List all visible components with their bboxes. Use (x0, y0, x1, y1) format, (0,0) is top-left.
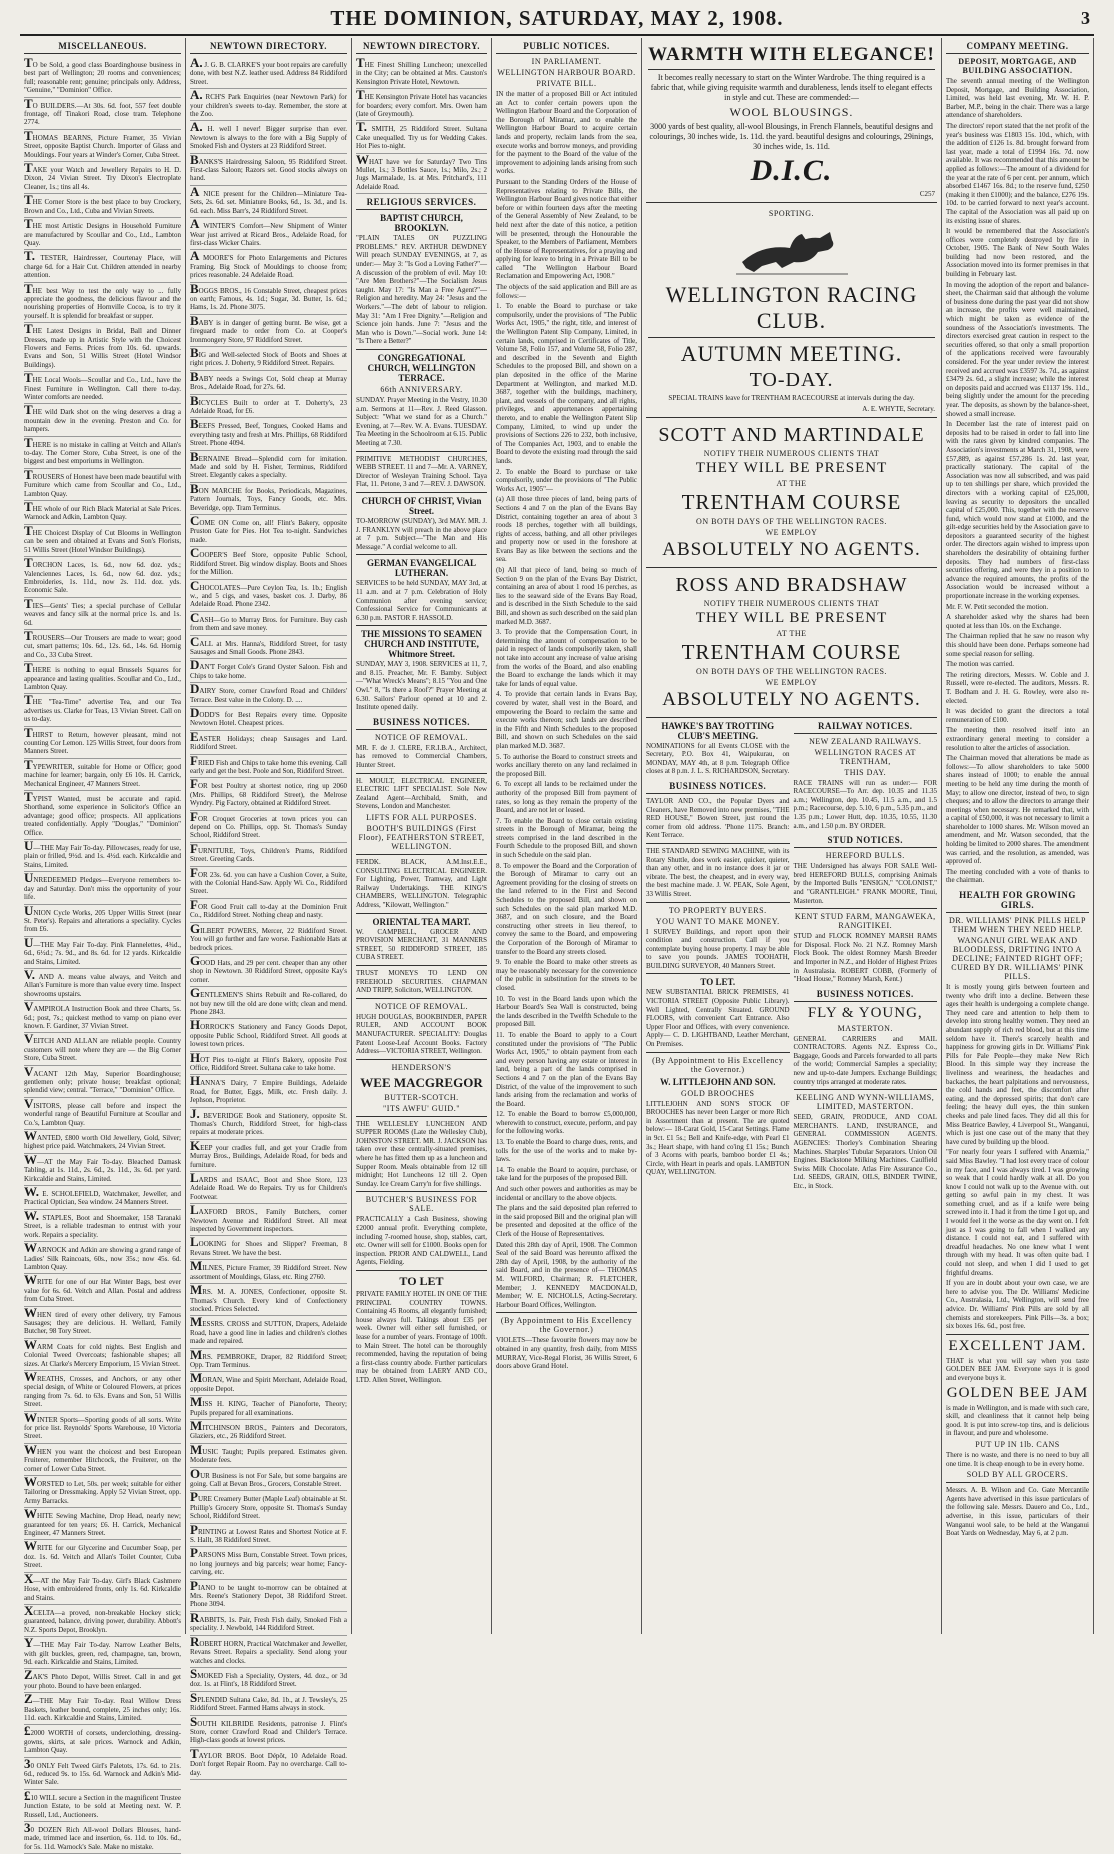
classified-ad: THERE is no mistake in calling at Veitch and Allan's to-day. The Corner Store, Cuba Street, is one of the biggest and best emporiums in Wellington. (24, 437, 181, 469)
article-paragraph: 10. To vest in the Board lands upon which the Harbour Board's Sea Wall is constructed, being the lands described in the Twelfth Schedule to the proposed Bill. (496, 994, 637, 1029)
dic-logo: D.I.C. (750, 154, 833, 187)
article-paragraph: 8. To empower the Board and the Corporation of the Borough of Miramar to carry out an Agreement providing for the closing of streets on the land referred to in the First and Second Schedules to the proposed Bill, and shown on such Schedules on the said plan marked M.D. 3687, and on such closure, and the Board constructing other streets in lieu thereof, to convey the same to the Board, and empowering the Corporation of the Borough of Miramar to transfer to the Board any streets closed. (496, 861, 637, 956)
douglas-title: NOTICE OF REMOVAL. (374, 1001, 469, 1011)
column-religious-services[interactable] (352, 38, 492, 1634)
classified-ad: PIANO to be taught to-morrow can be obtained at Mrs. Reene's Stationery Depot, 38 Riddiford Street. Phone 3094. (190, 1580, 347, 1612)
tolet-title: TO LET (399, 1274, 444, 1288)
classified-ad: GOOD Hats, and 29 per cent. cheaper than any other shop in Newtown. 30 Riddiford Street, opposite Kay's corner. (190, 955, 347, 987)
ross-bradshaw-advertisement (646, 568, 937, 718)
religious-heading: RELIGIOUS SERVICES. (356, 194, 487, 210)
christ-text: TO-MORROW (SUNDAY), 3rd MAY. MR. J. J. FRANKLYN will preach in the above place at 7 p.m. Subject—"The Man and His Message." A cordial welcome to all. (356, 516, 487, 551)
classified-ad: TROUSERS of Honest have been made beautiful with Furniture which came from Scoullar and Co., Ltd., Lambton Quay. (24, 469, 181, 501)
oriental-text: W. CAMPBELL, GROCER AND PROVISION MERCHANT, 31 MANNERS STREET, 50 RIDDIFORD STREET, 185 CUBA STREET. (356, 927, 487, 962)
standard-text: THE STANDARD SEWING MACHINE, with its Rotary Shuttle, does work easier, quicker, quieter, than any other, and in no instance does it jar or vibrate. The best, the cheapest, and in every way, the best machine made. J. W. PEAK, Sole Agent, 33 Willis Street. (646, 846, 790, 898)
classified-ad: TO BUILDERS.—At 30s. 6d. foot, 557 feet double frontage, off Tinakori Road, close tram. Telephone 2774. (24, 98, 181, 130)
newtown2-heading: NEWTOWN DIRECTORY. (356, 38, 487, 54)
newtown2-ad-list (356, 57, 487, 194)
excellent-text: THAT is what you will say when you taste GOLDEN BEE JAM. Everyone says it is good and everyone buys it. (946, 1356, 1089, 1382)
company-heading: COMPANY MEETING. (946, 38, 1089, 54)
lifts-line: LIFTS FOR ALL PURPOSES. (366, 813, 477, 822)
classified-ad: £10 WILL secure a Section in the magnificent Trustee Junction Estate, to be sold at Meeting next. W. P. Russell, Ltd., Auctioneers. (24, 1790, 181, 1822)
column-public-notices[interactable] (492, 38, 642, 1634)
classified-ad: UNREDEEMED Pledges—Everyone remembers to-day and Saturday. Don't miss the opportunity of your life. (24, 872, 181, 904)
wellesley-text: THE WELLESLEY LUNCHEON AND SUPPER ROOMS (Late the Wellesley Club), JOHNSTON STREET. MR. J. JACKSON has taken over these centrally-situated premises, where he has fitted them up as a luncheon and Supper Room. Meals obtainable from 12 till midnight; Hot Luncheons 12 till 2. Open Sunday. Ice Cream Carry'n for five shillings. (356, 1119, 487, 1188)
classified-ad: THERE is nothing to equal Brussels Squares for appearance and lasting qualities. Scoullar and Co., Ltd., Lambton Quay. (24, 662, 181, 694)
classified-ad: LAXFORD BROS., Family Butchers, corner Newtown Avenue and Riddiford Street. All meat inspected by Government inspectors. (190, 1204, 347, 1236)
lower-sections (646, 718, 937, 1193)
golden-title: GOLDEN BEE JAM (946, 1384, 1089, 1401)
classified-ad: PURE Creamery Butter (Maple Leaf) obtainable at St. Phillip's Grocery Store, opposite St. Thomas's Sunday School, Riddiford Street. (190, 1491, 347, 1523)
classified-ad: ZAK'S Photo Depot, Willis Street. Call in and get your photo. Bound to have been enlarged. (24, 1669, 181, 1693)
classified-ad: V. AND A. means value always, and Veitch and Allan's Furniture is more than value every time. Inspect showrooms upstairs. (24, 969, 181, 1001)
classified-ad: BABY is in danger of getting burnt. Be wise, get a fireguard made to order from Co. at Cooper's Ironmongery Store, 97 Riddiford Street. (190, 315, 347, 347)
classified-ad: WARM Coats for cold nights. Best English and Colonial Tweed Overcoats; fashionable shapes; all sizes. At Clarke's Mercery Emporium, 15 Vivian Street. (24, 1339, 181, 1371)
classified-ad: BON MARCHE for Books, Periodicals, Magazines, Pattern Journals, Toys, Fancy Goods, etc. Mrs. Beveridge, opp. Tram Terminus. (190, 483, 347, 515)
dic-code: C257 (919, 190, 935, 198)
violet-text: VIOLETS—These favourite flowers may now be obtained in any quantity, fresh daily, from MISS MURRAY, Vice-Regal Florist, 36 Willis Street, 6 doors above Grand Hotel. (496, 1336, 637, 1371)
article-paragraph: A shareholder asked why the shares had been quoted at less than 10s. on the Exchange. (946, 613, 1089, 630)
newspaper-title: THE DOMINION, SATURDAY, MAY 2, 1908. (330, 6, 784, 30)
article-paragraph: The Chairman moved that alterations be made as follows:—To allow shareholders to take 5000 shares instead of 1000; to enable the annual meeting to be held any time during the month of May; to allow one director, instead of two, to sign cheques; and to allow the directors to arrange their meetings when necessary. He remarked that, with a capital of £50,000, it was not necessary to limit a shareholder to 1000 shares. Mr. Wilson moved an amendment, and Mr. Watson seconded, that the holding be limited to 2000 shares. The amendment was carried, and the resolution, as amended, was approved of. (946, 754, 1089, 866)
article-paragraph: 5. To authorise the Board to construct streets and works ancillary thereto on any land reclaimed in the proposed Bill. (496, 752, 637, 778)
classified-ad: 30 DOZEN Rich All-wool Dollars Blouses, hand-made, trimmed lace and insertion, 6s. 11d. to 10s. 6d., for 5s. 11d. Warnock's Sale. Make no mistake. (24, 1822, 181, 1854)
article-paragraph: The motion was carried. (946, 660, 1015, 669)
classified-ad: THE Kensington Private Hotel has vacancies for boarders; every comfort. Mrs. Owen ham (late of Greymouth). (356, 89, 487, 121)
classified-ad: TYPEWRITER, suitable for Home or Office; good machine for learner; bargain, only £6 10s. H. Carrick, Mechanical Engineer, 47 Manners Street. (24, 759, 181, 791)
classified-ad: BICYCLES Built to order at T. Doherty's, 23 Adelaide Road, for £6. (190, 395, 347, 419)
classified-ad: TORCHON Laces, 1s. 6d., now 6d. doz. yds.; Valenciennes Laces, 1s. 6d., now 6d. doz. yds.; Embroideries, 1s. 11d., now 2s. 11d. doz. yds. Economic Sale. (24, 557, 181, 598)
classified-ad: SOUTH KILBRIDE Residents, patronise J. Flint's Store, corner Crawford Road and Childer's Terrace. High-class goods at lowest prices. (190, 1716, 347, 1748)
buyers-sub: YOU WANT TO MAKE MONEY. (655, 916, 780, 926)
classified-ad: COME ON Come on, all! Flint's Bakery, opposite Pruston Gate for Pies. Hot Tea to-night. Sandwiches made. (190, 515, 347, 547)
classified-ad: WHEN tired of every other delivery, try Famous Sausages; they are delicious. H. Wellard, Family Butcher, 98 Tory Street. (24, 1307, 181, 1339)
article-paragraph: In moving the adoption of the report and balance-sheet, the Chairman said that although the volume of business done during the past year did not show an increase, the profits were well maintained, which might be taken as evidence of the soundness of the Association's investments. The directors exercised great caution in respect to the securities offered, so that only a small proportion of the applications received were favourably considered. For the year under review the interest received and accrued was £3597 3s. 7d., as against £3479 2s. 6d., a slight increase; while the interest on deposits paid and accrued was £1137 19s. 11d., being slightly under the amount for the preceding year. The deposits, as shown by the balance-sheet, showed a small increase. (946, 280, 1089, 418)
classified-ad: SPLENDID Sultana Cake, 8d. 1b., at J. Tewsley's, 25 Riddiford Street. Farmed Hams always in stock. (190, 1692, 347, 1716)
public-sub1: IN PARLIAMENT. (531, 57, 602, 66)
business-heading: BUSINESS NOTICES. (356, 714, 487, 730)
classified-ad: MISS H. KING, Teacher of Pianoforte, Theory; Pupils prepared for all examinations. (190, 1396, 347, 1420)
classified-ad: £2000 WORTH of corsets, underclothing, dressing-gowns, skirts, at sale prices. Warnock and Adkin, Lambton Quay. (24, 1725, 181, 1757)
article-paragraph: It is mostly young girls between fourteen and twenty who drift into a decline. Between these ages their health is undergoing a complete change. They need care and attention to help them to develop into strong healthy women. They need an abundant supply of rich red blood, but at this time seldom have it. There's scarcely health and happiness for growing girls in Dr. Williams' Pink Pills for Pale People—they make New Rich Blood. In this simple way they increase the liveliness and weariness, the headaches and backaches, the heart palpitations and nervousness, the cold hands and feet, the discomfort after eating, and the depressed spirits; that don't care feeling; the heavy dull eyes, the thin sunken cheeks and pale lined faces. They did all this for Miss Beatrice Bawley, 4 Liverpool St., Wanganui, which is just one case out of the many that they have cured by building up the blood. (946, 983, 1089, 1146)
classified-ad: J. BEVERIDGE Book and Stationery, opposite St. Thomas's Church, Riddiford Street, for high-class repairs at moderate prices. (190, 1108, 347, 1140)
article-paragraph: Pursuant to the Standing Orders of the House of Representatives relating to Private Bills, the Wellington Harbour Board gives notice that either before or within fourteen days after the meeting of the General Assembly of New Zealand, to be held next after the date of this notice, a petition will be presented, through the Honourable the Speaker, to the Members of Parliament, Members of the House of Representatives, for a praying and applying for leave to bring in a Private Bill to be called "The Wellington Harbour Board Reclamation and Empowering Act, 1908." (496, 177, 637, 281)
classified-ad: GILBERT POWERS, Mercer, 22 Riddiford Street. You will go further and fare worse. Fashionable Hats at bedrock prices. (190, 923, 347, 955)
congregational-sub: 66th ANNIVERSARY. (380, 385, 463, 394)
keeling-text: SEED, GRAIN, PRODUCE, AND COAL MERCHANTS. LAND, INSURANCE, and GENERAL COMMISSION AGENTS. AGENCIES: Thorley's Combination Shearing Machines. Sharples' Tubular Separators. Union Oil Engines. Blackstone Milking Machines. Caulfield Swiss Milk Chocolate. Atlas Fire Assurance Co., Ltd. SEEDS, GRAIN, OILS, BINDER TWINE, Etc., in Stock. (793, 1113, 937, 1190)
classified-ad: CASH—Go to Murray Bros. for Furniture. Buy cash from them and save money. (190, 612, 347, 636)
classified-ad: THE Corner Store is the best place to buy Crockery, Brown and Co., Ltd., Cuba and Vivian Streets. (24, 194, 181, 218)
classified-ad: TROUSERS—Our Trousers are made to wear; good cut, smart patterns; 10s. 6d., 12s. 6d., 14s. 6d. Hornig and Co., 33 Cuba Street. (24, 630, 181, 662)
sporting-advertisement (646, 203, 937, 418)
health-paragraphs (946, 983, 1089, 1331)
christ-title: CHURCH OF CHRIST, Vivian Street. (361, 495, 482, 516)
classified-ad: THE Choicest Display of Cut Blooms in Wellington can be seen and obtained at Evans and Son's Florists, 51 Willis Street (Hotel Windsor Buildings). (24, 525, 181, 557)
taylor-text: TAYLOR AND CO., the Popular Dyers and Cleaners, have Removed into new premises, "THE RED HOUSE," Bowen Street, just round the corner from old address. 'Phone 1175. Branch: Kent Terrace. (646, 796, 790, 840)
railway-text: RACE TRAINS will run as under:— FOR RACECOURSE—To Arr. dep. 10.35 and 11.35 a.m.; Wellington, dep. 10.45, 11.5 a.m., and 1.5 p.m.; Racecourse, dep. 5.10, 6 p.m., 5.35 p.m., and 1.35 p.m.; Lower Hutt, dep. 10.35, 10.55, 11.30 a.m., and 1.50 p.m. BY ORDER. (793, 778, 937, 830)
classified-ad: MRS. M. A. JONES, Confectioner, opposite St. Thomas's Church. Every kind of Confectionery stocked. Prices Selected. (190, 1284, 347, 1316)
classified-ad: THE Finest Shilling Luncheon; unexcelled in the City; can be obtained at Mrs. Causton's Kensington Private Hotel, Newtown. (356, 57, 487, 89)
classified-ad: VISITORS, please call before and inspect the wonderful range of Beautiful Furniture at Scoullar and Co.'s, Lambton Quay. (24, 1098, 181, 1130)
seamen-title: THE MISSIONS TO SEAMEN CHURCH AND INSTITUTE, Whitmore Street. (361, 629, 482, 660)
newtown-ad-list (190, 57, 347, 1780)
baptist-title: BAPTIST CHURCH, BROOKLYN. (380, 213, 463, 234)
classified-ad: THE Local Wools—Scoullar and Co., Ltd., have the Finest Furniture in Wellington. Call there to-day. Winter comforts are needed. (24, 372, 181, 404)
classified-ad: DAIRY Store, corner Crawford Road and Childers' Terrace. Best value in the Colony. D. .... (190, 683, 347, 707)
fly-text: GENERAL CARRIERS and MAIL CONTRACTORS. Agents N.Z. Express Co., Baggage, Goods and Parcels forwarded to all parts of the world; Commercial Samples a speciality; new and up-to-date Jumpers. Exchange Buildings; country trips arranged at moderate rates. (793, 1034, 937, 1086)
public-sub2: WELLINGTON HARBOUR BOARD. (497, 68, 636, 77)
black-text: FERDK. BLACK, A.M.Inst.E.E., CONSULTING ELECTRICAL ENGINEER. For Lighting, Power, Tramway, and Light Railway Undertakings. THE KING'S CHAMBERS, WELLINGTON. Telegraphic Address, "Kilowatt, Wellington." (356, 858, 487, 909)
buyers-title: TO PROPERTY BUYERS. (668, 905, 767, 915)
article-paragraph: 3. To provide that the Compensation Court, in determining the amount of compensation to be paid in respect of lands compulsorily taken, shall not take into account any increase of value arising from the works of the Board, and also enabling the Board to exchange the lands which it may take for lands of equal value. (496, 628, 637, 688)
classified-ad: MRS. PEMBROKE, Draper, 82 Riddiford Street; Opp. Tram Terminus. (190, 1349, 347, 1373)
classified-ad: LOOKING for Shoes and Slipper? Freeman, 8 Revans Street. We have the best. (190, 1236, 347, 1260)
classified-ad: DAN'T Forget Cole's Grand Oyster Saloon. Fish and Chips to take home. (190, 659, 347, 683)
article-paragraph: "For nearly four years I suffered with Anæmia," said Miss Bawley. "I had lost every trace of colour in my face, and I was always tired. I was growing so weak that I could hardly walk at all. Do you know I could not walk up to the Avenue with. out getting so awful pain in my chest. It was something cruel, and as if a knife were being screwed into it. I had it from the time I got up, and I would feel it the worse as the day went on. I felt just as I was going to fall when I walked any distance. I could not eat, and I suffered with dreadful headaches. No one knew what I went through with my head. It was often quite bad. I could not sleep, and when I did I used to get frightful dreams. (946, 1148, 1089, 1277)
classified-ad: THE Latest Designs in Bridal, Ball and Dinner Dresses, made up in Artistic Style with the Choicest Flowers and Ferns. Prices from 10s. 6d. upwards. Evans and Son, 51 Willis Street (Hotel Windsor Buildings). (24, 323, 181, 372)
classified-ad: WINTER Sports—Sporting goods of all sorts. Write for price list. Reynolds' Sports Warehouse, 10 Victoria Street. (24, 1412, 181, 1444)
buyers-text: I SURVEY Buildings, and report upon their condition and construction. Call if you contemplate buying house property. I may be able to save you pounds. JAMES TOOHATH, BUILDING SURVEYOR, 40 Manners Street. (646, 927, 790, 970)
today-label: TO-DAY. (749, 369, 834, 391)
company-title: DEPOSIT, MORTGAGE, AND BUILDING ASSOCIATION. (958, 57, 1077, 75)
classified-ad: HANNA'S Dairy, 7 Empire Buildings, Adelaide Road, for Butter, Eggs, Milk, etc. Fresh daily. J. Jephson, Proprietor. (190, 1075, 347, 1107)
golden-text: is made in Wellington, and is made with such care, skill, and cleanliness that it cannot help being good. It is put into screw-top tins, and is delicious in flavour, and pure and wholesome. (946, 1403, 1089, 1438)
classified-ad: BABY needs a Swings Cot, Sold cheap at Murray Bros., Adelaide Road, for 27s. 6d. (190, 371, 347, 395)
stud-text: THE Undersigned has always FOR SALE Well-bred HEREFORD BULLS, comprising Animals by the Imported Bulls "ENSIGN," "COLONIST," and "GRANTLEIGH." FRANK MOORE, Tinui, Masterton. (793, 862, 937, 905)
stud-heading: STUD NOTICES. (794, 832, 938, 848)
classified-ad: THOMAS BEARNS, Picture Framer, 35 Vivian Street, opposite Baptist Church. Importer of Glass and Mouldings. Four years at Winder's Corner, Cuba Street. (24, 130, 181, 162)
lower-tolet-text: NEW SUBSTANTIAL BRICK PREMISES, 41 VICTORIA STREET (Opposite Public Library). Well Lighted, Centrally Situated. GROUND FLOORS, with convenient Cart Entrance. Also Upper Floor and Offices, with every convenience. Apply— C. D. LIGHTBAND, Leather Merchant, On Premises. (646, 988, 790, 1049)
dic-intro: It becomes really necessary to start on the Winter Wardrobe. The thing required is a fabric that, while giving requisite warmth and durableness, lends itself to elegant effects in style and cut. These are commended:— (650, 73, 933, 102)
classified-ad: KEEP your cradles full, and get your Cradle from Murray Bros., Buildings, Adelaide Road, for beds and furniture. (190, 1140, 347, 1172)
classified-ad: Z—THE May Fair To-day. Real Willow Dress Baskets, leather bound, complete, 25 inches only; 16s. 11d. each. Kirkcaldie and Stains, Limited. (24, 1693, 181, 1725)
column-company-meeting[interactable] (942, 38, 1094, 1634)
seamen-text: SUNDAY, MAY 3, 1908. SERVICES at 11, 7, and 8.15. Preacher, Mr. F. Bamby. Subject—"What Wreck's Means"; 8.15 "You and One Owl." 8, "Is there a Roof?" Prayer Meeting at 6.30. Sailors' Parlour opened at 10 and 2. Institute opened daily. (356, 660, 487, 712)
article-paragraph: The objects of the said application and Bill are as follows:— (496, 283, 637, 300)
classified-ad: MORAN, Wine and Spirit Merchant, Adelaide Road, opposite Depot. (190, 1372, 347, 1396)
classified-ad: WHAT have we for Saturday? Two Tins Mullet, 1s.; 3 Bottles Sauce, 1s.; Milo, 2s.; 2 Jugs Marmalade, 1s. at Mrs. Pritchard's, 111 Adelaide Road. (356, 154, 487, 195)
douglas-text: HUGH DOUGLAS, BOOKBINDER, PAPER RULER, AND ACCOUNT BOOK MANUFACTURER. SPECIALITY: Douglas Patent Loose-Leaf Account Books. Factory Address—VICTORIA STREET, Wellington. (356, 1012, 487, 1056)
article-paragraph: 1. To enable the Board to purchase or take compulsorily, under the provisions of "The Public Works Act, 1905," the right, title, and interest of the Wellington Patent Slip Company, Limited, in certain lands, comprised in Certificates of Title, Volume 58, Folio 157, and Volume 58, Folio 287, and described in the Seventh and Eighth Schedules to the proposed Bill, and shown on a plan deposited in the office of the Marine Department at Wellington, and marked M.D. 3687, together with the buildings, machinery, plant, and vessels of the company, and all rights, privileges, and appurtenances appertaining thereto, and to enable the Wellington Patent Slip Company, Limited, to wind up under the provisions of Sections 226 to 232, both inclusive, of The Companies Act, 1903, and to enable the Board to devote the existing road through the said lands. (496, 302, 637, 465)
scott-both-days: ON BOTH DAYS OF THE WELLINGTON RACES. (696, 516, 887, 526)
classified-ad: A WINTER'S Comfort—New Shipment of Winter Wear just arrived at Ricard Bros., Adelaide Road, for first-class Wicker Chairs. (190, 218, 347, 250)
classified-ad: CALL at Mrs. Hanna's, Riddiford Street, for tasty Sausages and Small Goods. Phone 2843. (190, 636, 347, 660)
classified-ad: TIES—Gents' Ties; a special purchase of Cellular weaves and fancy silk at the normal price 1s. and 1s. 6d. (24, 598, 181, 630)
scotch-line: BUTTER-SCOTCH. (384, 1092, 459, 1102)
fly-sub: MASTERTON. (837, 1023, 893, 1033)
page-number: 3 (1081, 8, 1090, 28)
autumn-meeting: AUTUMN MEETING. (680, 341, 903, 366)
classified-ad: WARNOCK and Adkin are showing a grand range of Ladies' Silk Raincoats, 60s., now 35s.; now 45s. 6d. Lambton Quay. (24, 1242, 181, 1274)
violet-title: (By Appointment to His Excellency the Governor.) (500, 1316, 633, 1335)
health-heading: HEALTH FOR GROWING GIRLS. (946, 887, 1089, 913)
gold-title: GOLD BROOCHES (681, 1088, 755, 1098)
congregational-title: CONGREGATIONAL CHURCH, WELLINGTON TERRACE. (367, 353, 476, 383)
classified-ad: THE "Tea-Time" advertise Tea, and our Tea advertises us. Clarke for Teas, 13 Vivian Street. Call on us to-day. (24, 694, 181, 726)
ross-present: THEY WILL BE PRESENT (695, 609, 888, 626)
classified-ad: WANTED, £800 worth Old Jewellery, Gold, Silver; highest price paid. Watchmakers, 24 Vivian Street. (24, 1130, 181, 1154)
ross-title: ROSS AND BRADSHAW (675, 573, 908, 596)
cans-text: There is no waste, and there is no need to buy all one time. It is cheap enough to be in every home. (946, 1450, 1089, 1468)
kent-text: STUD and FLOCK ROMNEY MARSH RAMS for Disposal. Flock No. 21 N.Z. Romney Marsh Flock Book. The oldest Romney Marsh Breeder and Importer in N.Z., and Holder of Highest Prizes in Australasia. ROBERT COBB, (Formerly of "Hoad House," Romney Marsh, Kent.) (793, 932, 937, 984)
classified-ad: FOR Croquet Groceries at town prices you can depend on Co. Phillips, opp. St. Thomas's Sunday School, Riddiford Street. (190, 811, 347, 843)
classified-ad: THE whole of our Rich Black Material at Sale Prices. Warnock and Adkin, Lambton Quay. (24, 501, 181, 525)
cans-line: PUT UP IN 1lb. CANS (975, 1439, 1060, 1449)
article-paragraph: 6. To except all lands to be reclaimed under the authority of the proposed Bill from payment of rates, so long as they remain the property of the Board, and are not let or leased. (496, 780, 637, 815)
keeling-title: KEELING AND WYNN-WILLIAMS, LIMITED, MASTERTON. (796, 1093, 935, 1112)
classified-ad: PARSONS Miss Burn, Constable Street. Town prices, no long journeys and big parcels; wear home; Fancy-carving, etc. (190, 1547, 347, 1579)
butchers-title: BUTCHER'S BUSINESS FOR SALE. (365, 1195, 478, 1214)
congregational-text: SUNDAY. Prayer Meeting in the Vestry, 10.30 a.m. Sermons at 11—Rev. J. Reed Glasson. Subject: "What we stand for as a Church." Evening, at 7—Rev. W. A. Evans. TUESDAY. Tea Meeting in the Schoolroom at 6.15. Public Meeting at 7.30. (356, 396, 487, 447)
misc-ad-list (24, 57, 181, 1854)
classified-ad: W. STAPLES, Boot and Shoemaker, 158 Taranaki Street, is a reliable tradesman to entrust with your work. Repairs a speciality. (24, 1210, 181, 1242)
classified-ad: A. H. well I never! Bigger surprise than ever. Newtown is always to the fore with a Big Supply of Smoked Fish and Oysters at 23 Riddiford Street. (190, 121, 347, 153)
classified-ad: BERNAINE Bread—Splendid corn for imitation. Made and sold by H. Fisher, Terminus, Riddiford Street. Elegantly cakes a specialty. (190, 451, 347, 483)
masthead (20, 4, 1094, 36)
classified-ad: LARDS and ISAAC, Boot and Shoe Store, 123 Adelaide Road. We do Repairs. Try us for Children's Footwear. (190, 1172, 347, 1204)
sporting-secretary: A. E. WHYTE, Secretary. (862, 404, 935, 413)
public-heading: PUBLIC NOTICES. (496, 38, 637, 54)
misc-heading: MISCELLANEOUS. (24, 38, 181, 54)
business2-heading: BUSINESS NOTICES. (794, 986, 938, 1002)
dic-blousings-title: WOOL BLOUSINGS. (729, 105, 854, 119)
classified-ad: A. J. G. B. CLARKE'S your boot repairs are carefully done, with best N.Z. leather used. Address 84 Riddiford Street. (190, 57, 347, 89)
removal-text: MR. F. de J. CLERE, F.R.I.B.A., Architect, has removed to Commercial Chambers, Hunter Street. (356, 743, 487, 770)
classified-ad: COOPER'S Beef Store, opposite Public School, Riddiford Street. Big window display. Boots and Shoes for the Million. (190, 547, 347, 579)
classified-ad: VACANT 12th May, Superior Boardinghouse; gentlemen only; private house; breakfast optional; splendid view; central. "Terrace," "Dominion" Office. (24, 1066, 181, 1098)
railway-day: THIS DAY. (844, 767, 887, 777)
classified-ad: TYPIST Wanted, must be accurate and rapid. Shorthand, some experience in Solicitor's Office an advantage; good office; prospects. All applications treated confidentially. Apply "Douglas," "Dominion" Office. (24, 791, 181, 840)
classified-ad: THE most Artistic Designs in Household Furniture are manufactured by Scoullar and Co., Ltd., Lambton Quay. (24, 218, 181, 250)
classified-ad: TO be Sold, a good class Boardinghouse business in best part of Wellington; 20 rooms and conveniences; full; reasonable rent; genuine; principals only. Address, "Genuine," "Dominion" Office. (24, 57, 181, 98)
classified-ad: TAKE your Watch and Jewellery Repairs to H. D. Dixon, 24 Vivian Street. Try Dixon's Electroplate Cleaner, 1s.; tins all 4s. (24, 162, 181, 194)
railway-title: WELLINGTON RACES AT TRENTHAM, (814, 747, 916, 766)
classified-ad: BANKS'S Hairdressing Saloon, 95 Riddiford Street. First-class Saloon; Razors set. Good stocks always on hand. (190, 154, 347, 186)
column-newtown-directory[interactable] (186, 38, 352, 1777)
scott-notify: NOTIFY THEIR NUMEROUS CLIENTS THAT (703, 448, 880, 458)
article-paragraph: It was decided to grant the directors a total remuneration of £100. (946, 707, 1089, 724)
article-paragraph: Mr. F. W. Petit seconded the motion. (946, 602, 1049, 611)
classified-ad: T. SMITH, 25 Riddiford Street. Sultana Cake unequalled. Try us for Wedding Cakes. Hot Pies to-night. (356, 121, 487, 153)
classified-ad: A MOORE'S for Photo Enlargements and Pictures Framing. Big Stock of Mouldings to choose from; prices reasonable. 24 Adelaide Road. (190, 250, 347, 282)
scott-we-employ: WE EMPLOY (765, 527, 818, 537)
classified-ad: BOGGS BROS., 16 Constable Street, cheapest prices on earth; Famous, 4s. 1d.; Sugar, 3d. Butter, 1s. 6d.; Hams, 1s. 2d. Phone 3075. (190, 283, 347, 315)
butchers-text: PRACTICALLY a Cash Business, showing £2000 annual profit. Everything complete, including 7-roomed house, shop, stables, cart, etc. Owner will sell for £1000. Books open for inspection. PRIOR AND CALDWELL, Land Agents, Fielding. (356, 1215, 487, 1267)
classified-ad: FURNITURE, Toys, Children's Prams, Riddiford Street. Greeting Cards. (190, 843, 347, 867)
littlejohn-title: W. LITTLEJOHN AND SON. (660, 1076, 776, 1087)
column-advertisements[interactable] (642, 38, 942, 1634)
ross-we-employ: WE EMPLOY (765, 677, 818, 687)
baptist-text: "PLAIN TALES ON PUZZLING PROBLEMS." REV. ARTHUR DEWDNEY Will preach SUNDAY EVENINGS, at 7, as under:— May 3: "Is God a Loving Father?"—A discussion of the problem of evil. May 10: "Are Men Brothers?"—The Socialism Jesus taught. May 17: "Is Man a Free Agent?"—Religion and heredity. May 24: "Jesus and the Workers."—The debt of labour to religion. May 31: "Am I Free Dignity."—Religion and Science join hands. June 7: "Jesus and the Man who is Down."—Social work. June 14: "Is There a Better?" (356, 234, 487, 346)
classified-ad: WHITE Sewing Machine, Drop Head, nearly new; guaranteed for ten years; £6. H. Carrick, Mechanical Engineer, 47 Manners Street. (24, 1508, 181, 1540)
classified-ad: MITCHINSON BROS., Painters and Decorators, Glaziers, etc., 26 Riddiford Street. (190, 1420, 347, 1444)
lower-right (794, 718, 938, 1193)
classified-ad: 30 ONLY Felt Tweed Girl's Paletots, 17s. 6d. to 21s. 6d., reduced 9s. to 15s. 6d. Warnock and Adkin's Mid-Winter Sale. (24, 1758, 181, 1790)
classified-ad: W—AT the May Fair To-day. Bleached Damask Tabling, at 1s. 11d., 2s. 6d., 2s. 11d., 3s. 6d. per yard. Kirkcaldie and Stains, Limited. (24, 1154, 181, 1186)
classified-ad: WRITE for our Glycerine and Cucumber Soap, per doz. 1s. 6d. Veitch and Allan's Toilet Counter, Cuba Street. (24, 1540, 181, 1572)
classified-ad: WRITE for one of our Hat Winter Bags, best ever value for 6s. 6d. Veitch and Allan. Postal and address from Cuba Street. (24, 1274, 181, 1306)
classified-ad: SMOKED Fish a Speciality, Oysters, 4d. doz., or 3d doz. 1s. at Flint's, 18 Riddiford Street. (190, 1668, 347, 1692)
ross-at-the: AT THE (776, 628, 807, 638)
tolet-text: PRIVATE FAMILY HOTEL IN ONE OF THE PRINCIPAL COUNTRY TOWNS. Containing 45 Rooms, all elegantly furnished; house always full. Takings about £35 per week. Owner will either sell furnished, or lease for a number of years. Frontage of 100ft. to Main Street. The hotel can be thoroughly recommended, having the reputation of being a first-class country abode. Further particulars may be obtained from LAERY AND CO., LTD. Allen Street, Wellington. (356, 1290, 487, 1384)
classified-ad: BIG and Well-selected Stock of Boots and Shoes at right prices. J. Doherty, 9 Riddiford Street. Repairs. (190, 347, 347, 371)
henderson-line: HENDERSON'S (391, 1062, 452, 1072)
classified-ad: BEEFS Pressed, Beef, Tongues, Cooked Hams and everything tasty and fresh at Mrs. Phillips, 68 Riddiford Street. Phone 4094. (190, 418, 347, 450)
ross-course: TRENTHAM COURSE (681, 639, 902, 664)
classified-ad: Y—THE May Fair To-day. Narrow Leather Belts, with gilt buckles, green, red, champagne, tan, brown, 9d. each. Kirkcaldie and Stains, Limited. (24, 1637, 181, 1669)
public-paragraphs (496, 90, 637, 1239)
racehorse-illustration (732, 222, 852, 278)
bottom-note: Messrs. A. B. Wilson and Co. Gate Mercantile Agents have advertised in this issue particulars of the following sale. Messrs. Dauero and Co., Ltd., advertise, in this issue, particulars of their Wanganui wool sale, to be held at the Wanganui Boat Yards on Wednesday, May 6, at 2 p.m. (946, 1486, 1089, 1538)
article-paragraph: The retiring directors, Messrs. W. Coble and J. Russell, were re-elected. The auditors, Messrs. R. T. Bodham and J. H. G. Rowley, were also re-elected. (946, 670, 1089, 705)
classified-ad: HOT Pies to-night at Flint's Bakery, opposite Post Office, Riddiford Street. Sultana cake to take home. (190, 1052, 347, 1076)
classified-ad: WREATHS, Crosses, and Anchors, or any other special design, of White or Coloured Flowers, at prices ranging from 7s. 6d. to 63s. Evans and Son, 51 Willis Street. (24, 1371, 181, 1412)
awfu-line: "ITS AWFU' GUID." (383, 1103, 460, 1113)
classified-ad: RABBITS, 1s. Pair, Fresh Fish daily, Smoked Fish a speciality. J. Newbold, 144 Riddiford Street. (190, 1612, 347, 1636)
classified-ad: HORROCK'S Stationery and Fancy Goods Depot, opposite Public School, Riddiford Street. All goods at lowest town prices. (190, 1019, 347, 1051)
booth-line: BOOTH'S BUILDINGS (First Floor), FEATHERSTON STREET, WELLINGTON. (358, 824, 485, 851)
classified-ad: UNION Cycle Works, 205 Upper Willis Street (near St. Peter's). Repairs and alterations a speciality. Cycles from £6. (24, 905, 181, 937)
article-paragraph: 14. To enable the Board to acquire, purchase, or take land for the purposes of the proposed Bill. (496, 1165, 637, 1183)
special-trains: SPECIAL TRAINS leave for TRENTHAM RACECOURSE at intervals during the day. (668, 394, 915, 402)
classified-ad: MILNES, Picture Framer, 39 Riddiford Street. New assortment of Mouldings, Glass, etc. Ring 2760. (190, 1260, 347, 1284)
classified-ad: XCELTA—a proved, non-breakable Hockey stick; guaranteed, balance, driving power, durability. Abbott's N.Z. Sports Depot, Brooklyn. (24, 1605, 181, 1637)
classified-ad: THIRST to Return, however pleasant, mind not counting Cor Lemon. 125 Willis Street, four doors from Manners Street. (24, 727, 181, 759)
classified-ad: U—THE May Fair To-day. Pink Flannelettes, 4¾d., 6d., 6½d.; 7s. 9d., and 8s. 6d. for 12 yards. Kirkcaldie and Stains, Limited. (24, 937, 181, 969)
dic-blousings-text: 3000 yards of best quality, all-wool Blousings, in French Flannels, beautiful designs and colourings, 30 inches wide, 1s. 11d. the yard. beautiful designs and colourings, 29inings, 30 inches wide, 1s. 11d. (649, 122, 934, 151)
classified-ad: MESSRS. CROSS and SUTTON, Drapers, Adelaide Road, have a good line in ladies and children's clothes made and repaired. (190, 1316, 347, 1348)
article-paragraph: (a) All those three pieces of land, being parts of Sections 4 and 7 on the plan of the Evans Bay District, containing together an area of about 3 roods 18 perches, together with all buildings, rights of access, bathing, and all other privileges and property now or used in the foreshore at Evans Bay as like between the sections and the sea. (496, 495, 637, 564)
article-paragraph: IN the matter of a proposed Bill or Act intituled an Act to confer certain powers upon the Wellington Harbour Board and the Corporation of the Borough of Miramar, and to enable the Wellington Harbour Board to acquire certain lands and property, reclaim lands from the sea, execute works and borrow moneys, and providing for the payment to the Board of the value of the improvement to adjoining lands arising from such works. (496, 90, 637, 176)
railway-heading: RAILWAY NOTICES. (794, 718, 938, 734)
classified-ad: PRINTING at Lowest Rates and Shortest Notice at F. S. Hallt, 38 Riddiford Street. (190, 1524, 347, 1548)
hereford-title: HEREFORD BULLS. (825, 851, 905, 861)
article-paragraph: 2. To enable the Board to purchase or take compulsorily, under the provisions of "The Public Works Act, 1905"— (496, 467, 637, 493)
electric-text: H. MOULT, ELECTRICAL ENGINEER, ELECTRIC LIFT SPECIALIST. Sole New Zealand Agent—Archibald, Smith, and Stevens, London and Manchester. (356, 776, 487, 811)
dic-headline: WARMTH WITH ELEGANCE! (648, 44, 935, 65)
lower-left (646, 718, 790, 1193)
classified-ad: FRIED Fish and Chips to take home this evening. Call early and get the best. Poole and Son, Riddiford Street. (190, 755, 347, 779)
fly-title: FLY & YOUNG, (807, 1004, 923, 1021)
ross-notify: NOTIFY THEIR NUMEROUS CLIENTS THAT (703, 598, 880, 608)
classified-ad: FOR Good Fruit call to-day at the Dominion Fruit Co., Riddiford Street. Nothing cheap and nasty. (190, 899, 347, 923)
classified-ad: VEITCH AND ALLAN are reliable people. Country customers will note where they are — the Big Corner Store, Cuba Street. (24, 1033, 181, 1065)
article-paragraph: The directors' report stated that the net profit of the year's business was £1803 15s. 10d., which, with the addition of £126 1s. 8d. brought forward from last year, made a total of £1994 16s. 7d. now available. It was recommended that this amount be applied as follows:—The amount of a dividend for the year at the rate of 6 per cent. per annum, which absorbed £1467 16s. 8d.; to the reserve fund, £250 (making it then £1000); and the balance, £276 19s. 10d. to be carried forward to next year's account. The capital of the Association was all paid up on its existing issue of shares. (946, 121, 1089, 225)
classified-ad: W. E. SCHOLEFIELD, Watchmaker, Jeweller, and Practical Optician, Sea window. 24 Manners Street. (24, 1186, 181, 1210)
newtown-heading: NEWTOWN DIRECTORY. (190, 38, 347, 54)
public-sub3: PRIVATE BILL. (536, 79, 597, 88)
lower-tolet-title: TO LET. (700, 977, 736, 988)
sporting-label: SPORTING. (768, 209, 815, 218)
scott-martindale-advertisement (646, 418, 937, 568)
excellent-title: EXCELLENT JAM. (948, 1337, 1087, 1354)
article-paragraph: 12. To enable the Board to borrow £5,000,000, wherewith to construct, execute, perform, and pay for the following works. (496, 1110, 637, 1136)
classified-ad: DODD'S for Best Repairs every time. Opposite Newtown Hotel. Cheapest prices. (190, 707, 347, 731)
appointment-line: (By Appointment to His Excellency the Governor.) (652, 1055, 784, 1074)
company-paragraphs (946, 77, 1089, 885)
article-paragraph: And such other powers and authorities as may be incidental or ancillary to the above objects. (496, 1185, 637, 1202)
article-paragraph: The meeting then resolved itself into an extraordinary general meeting to consider a resolution to alter the articles of association. (946, 726, 1089, 752)
kent-title: KENT STUD FARM, MANGAWEKA, RANGITIKEI. (794, 912, 936, 931)
classified-ad: FOR 23s. 6d. you can have a Cushion Cover, a Suite, with the Colonial Hand-Saw. Apply Wi. Co., Riddiford Street. (190, 867, 347, 899)
classified-ad: MUSIC Taught; Pupils prepared. Estimates given. Moderate fees. (190, 1444, 347, 1468)
scott-at-the: AT THE (776, 478, 807, 488)
article-paragraph: 11. To enable the Board to apply to a Court constituted under the provisions of "The Public Works Act, 1905," to obtain payment from each and every person having any estate or interest in land, being a part of the lands comprised in Sections 4 and 7 on the plan of the Evans Bay District, of the value of the improvement to such lands arising from the reclamation and works of the Board. (496, 1030, 637, 1108)
racing-club-title: WELLINGTON RACING CLUB. (665, 282, 918, 333)
dic-advertisement (646, 38, 937, 203)
classified-ad: VAMPIROLA Instruction Book and three Charts, 5s. 6d.; post, 7s.; quickest method to vamp on piano ever known. F. Gardiner, 37 Vivian Street. (24, 1001, 181, 1033)
primitive-text: PRIMITIVE METHODIST CHURCHES, WEBB STREET. 11 and 7—Mr. A. VARNEY, Director of Wesleyan Training School. Taya Flat, 11. Petone, 3 and 7—REV. J. DAWSON. (356, 454, 487, 489)
classified-ad: CHOCOLATES—Pure Ceylon Tea, 1s. 1b.; English w., and 5 cigs, and vases, basket cos. J. Darby, 86 Adelaide Road. Phone 2342. (190, 580, 347, 612)
article-paragraph: The plans and the said deposited plan referred to in the said proposed Bill and the original plan will be presented and deposited at the office of the Clerk of the House of Representatives. (496, 1204, 637, 1238)
classified-ad: THE best Way to test the only way to ... fully appreciate the goodness, the delicious flavour and the nourishing properties of Hornville Cocoa, is to try it yourself. It is splendid for breakfast or supper. (24, 283, 181, 324)
scott-no-agents: ABSOLUTELY NO AGENTS. (662, 538, 921, 560)
classified-ad: X—AT the May Fair To-day. Girl's Black Cashmere Hose, with embroidered fronts, only 1s. 6d. Kirkcaldie and Stains. (24, 1573, 181, 1605)
trust-text: TRUST MONEYS TO LEND ON FREEHOLD SECURITIES. CHAPMAN AND TRIPP, Solicitors, WELLINGTON. (356, 968, 487, 995)
article-paragraph: (b) All that piece of land, being so much of Section 9 on the plan of the Evans Bay District, containing an area of about 1 rood 16 perches, as lies to the seaward side of the Evans Bay Road, and is described in the Sixth Schedule to the said Bill, and shown as such described on the said plan marked M.D. 3687. (496, 566, 637, 626)
classified-ad: THE wild Dark shot on the wing deserves a drag a mountain dew in the evening. Preston and Co. for hampers. (24, 404, 181, 436)
gold-text: LITTLEJOHN AND SON'S STOCK OF BROOCHES has never been Larger or more Rich in Assortment than at present. The are quoted below:— 18-Carat Gold, 15-Carat Settings. Flame in 9ct. £1 5s.; Bell and Knife-edge, with Pearl £1 3s.; Heart shape, with hand co'ing £1 15s.; Bunch of 3 Acorns with pearls, bamboo border £1 4s.; Circle, with Heart in pearls and opals. LAMBTON QUAY, WELLINGTON. (646, 1099, 790, 1177)
classified-ad: A. RCH'S Park Enquiries (near Newtown Park) for your children's sweets to-day. Remember, the store at the Zoo. (190, 89, 347, 121)
classified-ad: U—THE May Fair To-day. Pillowcases, ready for use, plain or frilled, 9½d. and 1s. 4½d. each. Kirkcaldie and Stains, Limited. (24, 840, 181, 872)
scott-course: TRENTHAM COURSE (681, 489, 902, 514)
classified-ad: T. TESTER, Hairdresser, Courtenay Place, will charge 6d. for a Hair Cut. Children attended in nearby attention. (24, 250, 181, 282)
article-paragraph: The Chairman replied that he saw no reason why this should have been done. Perhaps someone had some special reason for selling. (946, 632, 1089, 658)
article-paragraph: 13. To enable the Board to charge dues, rents, and tolls for the use of the works and to make by-laws. (496, 1138, 637, 1164)
lutheran-text: SERVICES to be held SUNDAY, MAY 3rd, at 11 a.m. and at 7 p.m. Celebration of Holy Communion after evening service; Confessional Service for Communicants at 6.30 p.m. PASTOR F. HASSOLD. (356, 579, 487, 622)
article-paragraph: In December last the rate of interest paid on deposits had to be raised in order to fall into line with the rates given by kindred companies. The Association's investments at March 31, 1908, were £57,889, as against £57,286 1s. 2d. last year, practically stationary. The capital of the Association was now all subscribed, and was paid up to ten shillings per share, which provided the directors with a working capital of £25,000, leaving as security to depositors the uncalled capital of £25,000. This, together with the reserve fund, which would now stand at £1000, and the gilt-edge securities held by the Association gave to depositors a guaranteed security of the highest order. The directors again wished to impress upon shareholders the desirability of obtaining further deposits. They had numbers of first-class securities offering, and were they in a position to advance the required amounts, the profits of the Association would be increased without a proportionate increase in the working expenses. (946, 420, 1089, 601)
classified-ad: TAYLOR BROS. Boot Dépôt, 10 Adelaide Road. Don't forget Repair Room. Pay no overcharge. Call to-day. (190, 1748, 347, 1780)
macgregor-line: WEE MACGREGOR (360, 1074, 483, 1090)
classified-ad: WORSTED to Let, 50s. per week; suitable for either Tailoring or Dressmaking. Apply 52 Vivian Street, opp. Army Barracks. (24, 1476, 181, 1508)
classified-ad: FOR best Poultry at shortest notice, ring up 2060 (Mrs. Phillips, 68 Riddiford Street), the Melrose Wyndry. Pig Factory, obtained at Riddiford Street. (190, 778, 347, 810)
hawke-text: NOMINATIONS for all Events CLOSE with the Secretary, P.O. Box 41, Waipukurau, on MONDAY, MAY 4th, at 8 p.m. Telegraph Office closes at 8 p.m. J. L. S. RICHARDSON, Secretary. (646, 741, 790, 776)
classified-ad: WHEN you want the choicest and best European Fruiterer, remember Hitchcock, the Fruiterer, on the corner of Lower Cuba Street. (24, 1444, 181, 1476)
article-paragraph: The meeting concluded with a vote of thanks to the chairman. (946, 867, 1089, 885)
classified-ad: A NICE present for the Children—Miniature Tea-Sets, 2s. 6d. set. Miniature Books, 6d., 1s. 3d., and 1s. 6d. each. Miss Barr's, 24 Riddiford Street. (190, 186, 347, 218)
ross-both-days: ON BOTH DAYS OF THE WELLINGTON RACES. (696, 666, 887, 676)
article-paragraph: The seventh annual meeting of the Wellington Deposit, Mortgage, and Building Association, Limited, was held last evening, Mr. W. H. P. Barber, M.P., being in the chair. There was a large attendance of shareholders. (946, 77, 1089, 120)
health-sub1: DR. WILLIAMS' PINK PILLS HELP THEM WHEN THEY NEED HELP. (949, 916, 1086, 935)
ross-no-agents: ABSOLUTELY NO AGENTS. (662, 688, 921, 710)
grocers-line: SOLD BY ALL GROCERS. (966, 1470, 1069, 1480)
railway-sub: NEW ZEALAND RAILWAYS. (809, 736, 922, 746)
hawke-title: HAWKE'S BAY TROTTING CLUB'S MEETING. (661, 720, 775, 741)
classified-ad: EASTER Holidays; cheap Sausages and Lard. Riddiford Street. (190, 731, 347, 755)
article-paragraph: 4. To provide that certain lands in Evans Bay, covered by water, shall vest in the Board, and empowering the Board to reclaim the same and execute works thereon; such lands are described in the Fifth and Ninth Schedules to the proposed Bill, and shown on such Schedules on the said plan marked M.D. 3687. (496, 690, 637, 750)
article-paragraph: 9. To enable the Board to make other streets as may be reasonably necessary for the convenience of the public in substitution for the streets to be closed. (496, 958, 637, 992)
article-paragraph: If you are in doubt about your own case, we are here to advise you. The Dr. Williams' Medicine Co., Australasia, Ltd., Wellington, will send free advice. Dr. Williams' Pink Pills are sold by all chemists and storekeepers. Pink Pills—3s. a box; six boxes 16s. 6d., post free. (946, 1279, 1089, 1331)
classified-ad: ROBERT HORN, Practical Watchmaker and Jeweller, Revans Street. Repairs a speciality. Send along your watches and clocks. (190, 1636, 347, 1668)
health-sub2: WANGANUI GIRL WEAK AND BLOODLESS, DRIFTING INTO A DECLINE; FAINTED RIGHT OFF; CURED BY DR. WILLIAMS' PINK PILLS. (951, 936, 1084, 982)
scott-title: SCOTT AND MARTINDALE (658, 423, 925, 446)
classified-ad: OUR Business is not For Sale, but some bargains are going. Call at Bevan Bros., Grocers, Constable Street. (190, 1468, 347, 1492)
public-closing: Dated this 28th day of April, 1908. The Common Seal of the said Board was hereunto affixed the 28th day of April, 1908, by the authority of the said Board, and in the presence of— THOMAS M. WILFORD, Chairman; R. FLETCHER, Member; J. KENNEDY MACDONALD, Member; W. E. NICHOLLS, Acting-Secretary. Harbour Board Offices, Wellington. (496, 1240, 637, 1309)
article-paragraph: It would be remembered that the Association's offices were completely destroyed by fire in October, 1905. The Bank of New South Wales building had now been restored, and the Association moved into its former premises in that building in February last. (946, 227, 1089, 279)
scott-present: THEY WILL BE PRESENT (695, 459, 888, 476)
lutheran-title: GERMAN EVANGELICAL LUTHERAN. (366, 558, 477, 579)
article-paragraph: 7. To enable the Board to close certain existing streets in the Borough of Miramar, being the streets comprised in the land described in the Fourth Schedule to the proposed Bill, and shown in such Schedule on the said plan. (496, 816, 637, 860)
lower-business-heading: BUSINESS NOTICES. (646, 778, 790, 794)
column-miscellaneous[interactable] (20, 38, 186, 1851)
classified-ad: GENTLEMEN'S Shirts Rebuilt and Re-collared, do not buy new till the old are done with; clean and mend. Phone 2843. (190, 987, 347, 1019)
oriental-title: ORIENTAL TEA MART. (372, 916, 471, 927)
removal-title: NOTICE OF REMOVAL. (374, 732, 469, 742)
